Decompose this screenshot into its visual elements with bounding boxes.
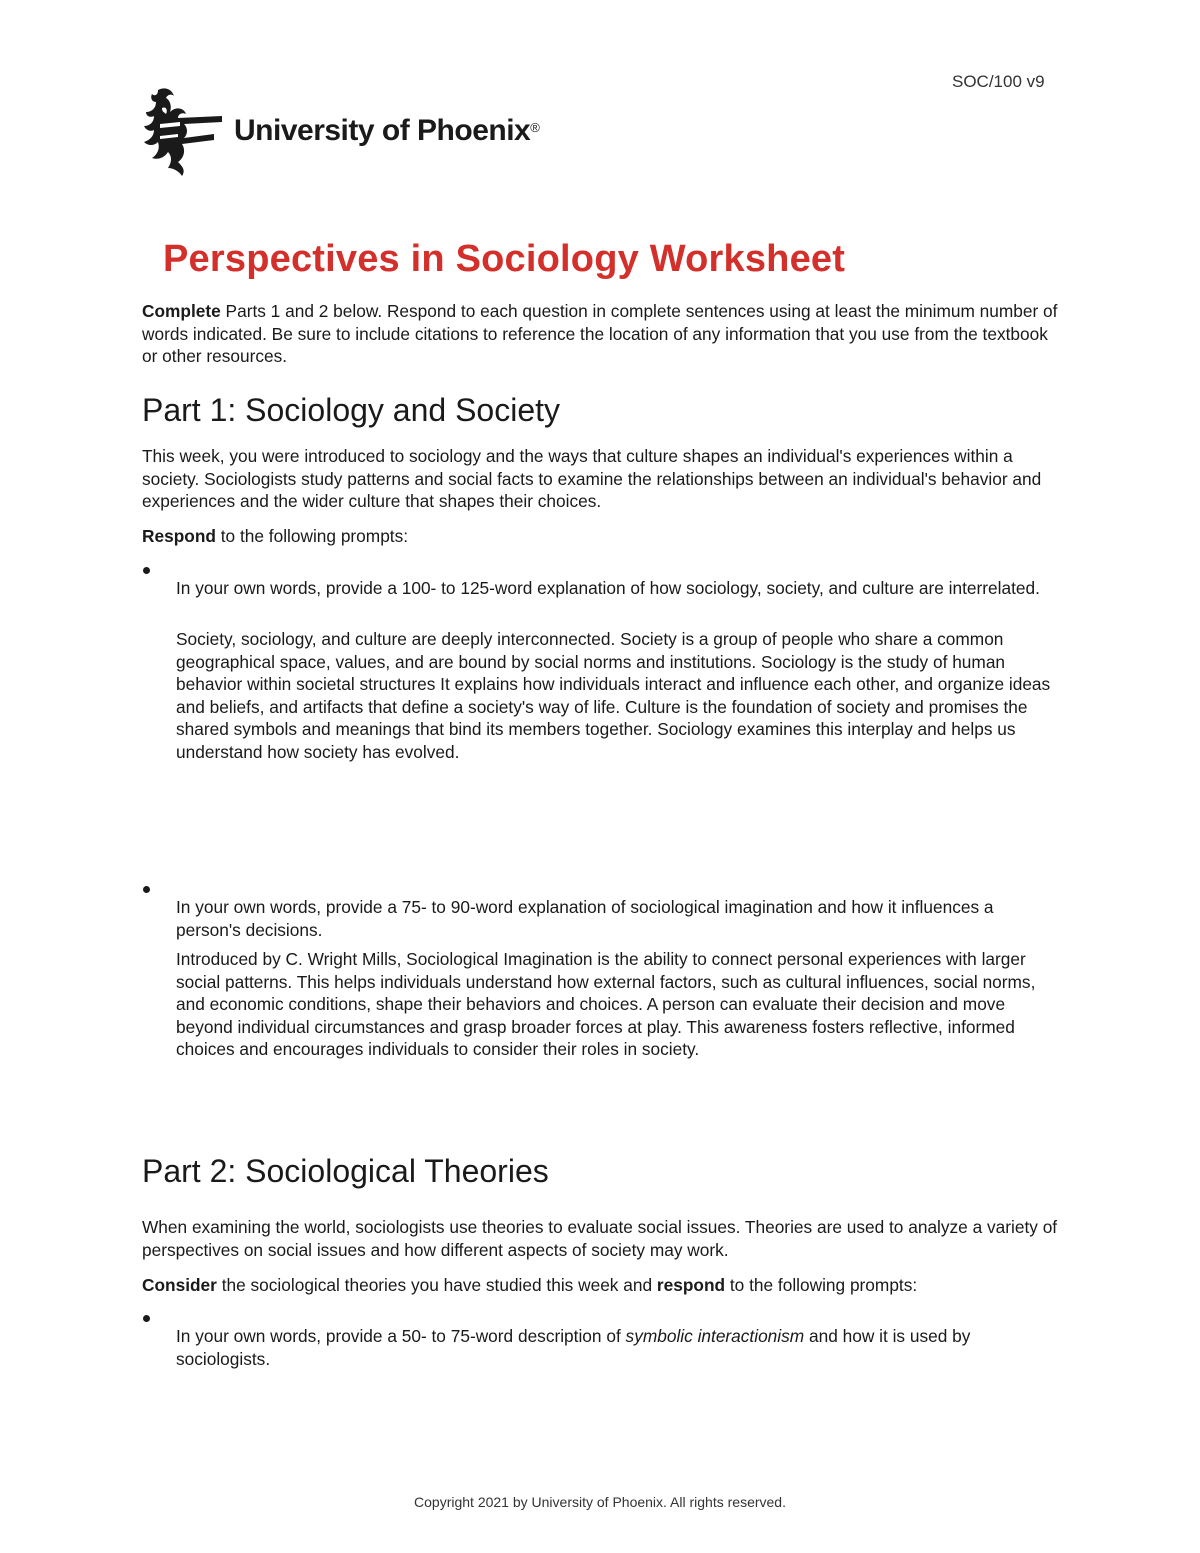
part2-prompt-1 [176,1325,1060,1370]
part2-consider-text: the sociological theories you have studied this week and [216,1275,657,1295]
registered-mark: ® [530,120,540,135]
part2-consider-instruction [142,1274,1060,1297]
part2-heading: Part 2: Sociological Theories [142,1153,549,1189]
part2-respond-bold: respond [656,1275,726,1295]
part1-respond-instruction [142,525,1060,548]
part1-heading: Part 1: Sociology and Society [142,392,561,428]
part2-description [142,1216,1060,1261]
intro-bold: Complete [142,301,221,321]
part2-prompt-1-after: and how it is used by sociologists. [176,1326,971,1369]
phoenix-icon [142,84,226,180]
course-code: SOC/100 v9 [952,72,1045,91]
intro-text: Parts 1 and 2 below. Respond to each question in complete sentences using at least the minimum number of words indicated. Be sure to include citations to reference the location of any information that you use from the textbook or other resources. [142,301,1058,366]
part2-consider-bold: Consider [142,1275,217,1295]
part1-prompt-1: In your own words, provide a 100- to 125-word explanation of how sociology, society, and culture are interrelated. [176,578,1040,599]
part2-bullet-1 [142,1308,1060,1388]
part1-bullet-2 [142,879,1060,959]
part1-description-text: This week, you were introduced to sociology and the ways that culture shapes an individual's experiences within a society. Sociologists study patterns and social facts to examine the relationships between an individual's behavior and experiences and the wider culture that shapes their choices. [142,446,1042,511]
part2-respond-text: to the following prompts: [725,1275,918,1295]
part1-prompt-2: In your own words, provide a 75- to 90-word explanation of sociological imagination and how it influences a person's decisions. [176,897,994,940]
part1-respond-bold: Respond [142,526,216,546]
copyright-footer: Copyright 2021 by University of Phoenix. All rights reserved. [414,1494,786,1510]
part2-prompt-1-italic: symbolic interactionism [625,1326,805,1347]
part1-answer-1: Society, sociology, and culture are deeply interconnected. Society is a group of people who share a common geographical space, values, and are bound by social norms and institutions. Sociology is the study of human behavior within societal structures It explains how individuals interact and influence each other, and organize ideas and beliefs, and artifacts that define a society's way of life. Culture is the foundation of society and promises the shared symbols and meanings that bind its members together. Sociology examines this interplay and helps us understand how society has evolved. [176,629,1051,762]
logo-wordmark: University of Phoenix [234,114,531,147]
part1-answer-2: Introduced by C. Wright Mills, Sociological Imagination is the ability to connect personal experiences with larger social patterns. This helps individuals understand how external factors, such as cultural influences, social norms, and economic conditions, shape their behaviors and choices. A person can evaluate their decision and move beyond individual circumstances and grasp broader forces at play. This awareness fosters reflective, informed choices and encourages individuals to consider their roles in society. [176,949,1036,1059]
part1-respond-text: to the following prompts: [215,526,409,546]
intro-paragraph [142,300,1060,368]
part1-description [142,445,1060,513]
part2-description-text: When examining the world, sociologists use theories to evaluate social issues. Theories are used to analyze a variety of perspectives on social issues and how different aspects of society may work. [142,1217,1058,1260]
university-logo [142,84,562,180]
part1-bullet-1 [142,560,1060,617]
part2-prompt-1-before: In your own words, provide a 50- to 75-word description of [176,1326,626,1347]
page-title: Perspectives in Sociology Worksheet [163,238,846,280]
